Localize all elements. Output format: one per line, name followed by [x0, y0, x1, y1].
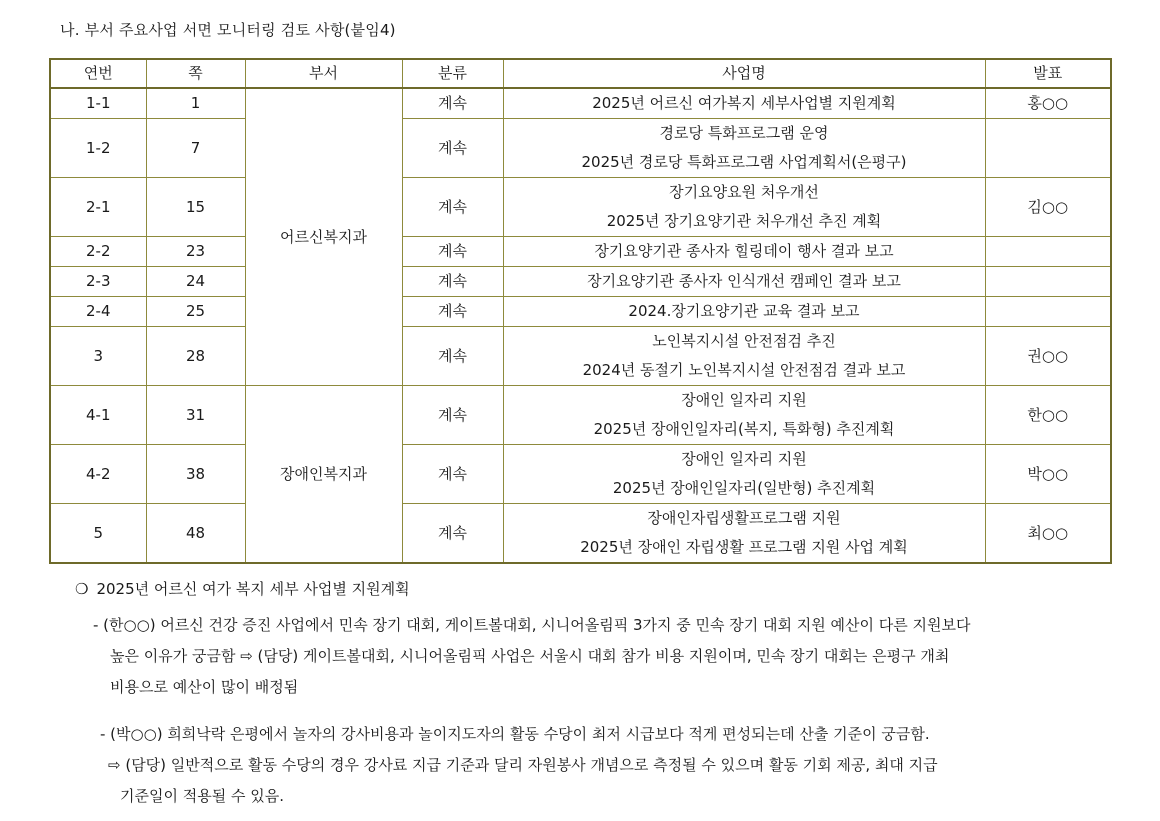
cell-no: 3	[50, 327, 146, 386]
cell-project-name	[503, 297, 985, 327]
cell-page: 24	[146, 267, 245, 297]
table-row	[50, 237, 1111, 267]
project-name-line: 2025년 어르신 여가복지 세부사업별 지원계획	[592, 94, 896, 112]
cell-category: 계속	[402, 119, 503, 178]
cell-presenter: 박○○	[985, 445, 1111, 504]
cell-project-name	[503, 386, 985, 445]
table-row	[50, 445, 1111, 504]
summary-heading	[75, 578, 410, 599]
header-department: 부서	[245, 59, 402, 88]
cell-presenter: 최○○	[985, 504, 1111, 564]
cell-category: 계속	[402, 327, 503, 386]
cell-page: 28	[146, 327, 245, 386]
comment-line: 높은 이유가 궁금함 ⇨ (담당) 게이트볼대회, 시니어올림픽 사업은 서울시 대회 참가 비용 지원이며, 민속 장기 대회는 은평구 개최	[110, 647, 950, 665]
cell-presenter	[985, 119, 1111, 178]
table-row	[50, 119, 1111, 178]
cell-no: 2-1	[50, 178, 146, 237]
cell-presenter	[985, 237, 1111, 267]
project-name-line: 2025년 장애인일자리(복지, 특화형) 추진계획	[593, 420, 895, 438]
project-name-line: 2025년 장애인 자립생활 프로그램 지원 사업 계획	[580, 538, 908, 556]
table-row	[50, 386, 1111, 445]
cell-presenter	[985, 267, 1111, 297]
cell-presenter: 홍○○	[985, 88, 1111, 119]
cell-category: 계속	[402, 88, 503, 119]
cell-project-name	[503, 119, 985, 178]
cell-project-name	[503, 178, 985, 237]
cell-no: 1-2	[50, 119, 146, 178]
cell-presenter: 한○○	[985, 386, 1111, 445]
table-header-row	[50, 59, 1111, 88]
comment-line: - (박○○) 희희낙락 은평에서 놀자의 강사비용과 놀이지도자의 활동 수당이 최저 시급보다 적게 편성되는데 산출 기준이 궁금함.	[100, 725, 930, 743]
comment-block-1	[93, 610, 1143, 703]
comment-line: 비용으로 예산이 많이 배정됨	[110, 678, 299, 696]
project-name-line: 장기요양기관 종사자 힐링데이 행사 결과 보고	[594, 242, 894, 260]
cell-presenter: 권○○	[985, 327, 1111, 386]
cell-project-name	[503, 267, 985, 297]
comment-line: ⇨ (담당) 일반적으로 활동 수당의 경우 강사료 지급 기준과 달리 자원봉사 개념으로 측정될 수 있으며 활동 기회 제공, 최대 지급	[108, 756, 938, 774]
project-name-line: 노인복지시설 안전점검 추진	[652, 332, 836, 350]
section-heading: 나. 부서 주요사업 서면 모니터링 검토 사항(붙임4)	[60, 21, 396, 39]
project-name-line: 2025년 경로당 특화프로그램 사업계획서(은평구)	[581, 153, 907, 171]
table-row	[50, 504, 1111, 564]
cell-category: 계속	[402, 504, 503, 564]
project-name-line: 장기요양요원 처우개선	[669, 183, 819, 201]
comment-line: - (한○○) 어르신 건강 증진 사업에서 민속 장기 대회, 게이트볼대회, 시니어올림픽 3가지 중 민속 장기 대회 지원 예산이 다른 지원보다	[93, 616, 971, 634]
cell-department: 어르신복지과	[245, 88, 402, 386]
cell-category: 계속	[402, 445, 503, 504]
monitoring-table	[49, 58, 1112, 564]
cell-no: 2-2	[50, 237, 146, 267]
table-row	[50, 267, 1111, 297]
cell-no: 2-3	[50, 267, 146, 297]
project-name-line: 2025년 장기요양기관 처우개선 추진 계획	[606, 212, 882, 230]
header-project-name: 사업명	[503, 59, 985, 88]
project-name-line: 장기요양기관 종사자 인식개선 캠페인 결과 보고	[587, 272, 901, 290]
table-row	[50, 178, 1111, 237]
cell-page: 48	[146, 504, 245, 564]
cell-category: 계속	[402, 386, 503, 445]
cell-no: 2-4	[50, 297, 146, 327]
cell-page: 15	[146, 178, 245, 237]
cell-no: 4-2	[50, 445, 146, 504]
cell-no: 4-1	[50, 386, 146, 445]
comment-block-2	[100, 719, 1140, 812]
comment-line: 기준일이 적용될 수 있음.	[120, 787, 284, 805]
project-name-line: 장애인 일자리 지원	[681, 450, 807, 468]
cell-page: 31	[146, 386, 245, 445]
cell-page: 38	[146, 445, 245, 504]
cell-page: 23	[146, 237, 245, 267]
project-name-line: 2024.장기요양기관 교육 결과 보고	[628, 302, 860, 320]
cell-presenter	[985, 297, 1111, 327]
cell-page: 7	[146, 119, 245, 178]
project-name-line: 장애인자립생활프로그램 지원	[647, 509, 841, 527]
cell-project-name	[503, 445, 985, 504]
project-name-line: 2024년 동절기 노인복지시설 안전점검 결과 보고	[582, 361, 906, 379]
cell-no: 1-1	[50, 88, 146, 119]
header-category: 분류	[402, 59, 503, 88]
header-presenter: 발표	[985, 59, 1111, 88]
cell-page: 25	[146, 297, 245, 327]
cell-project-name	[503, 504, 985, 564]
cell-category: 계속	[402, 267, 503, 297]
cell-project-name	[503, 237, 985, 267]
cell-category: 계속	[402, 178, 503, 237]
cell-no: 5	[50, 504, 146, 564]
project-name-line: 2025년 장애인일자리(일반형) 추진계획	[612, 479, 876, 497]
cell-project-name	[503, 88, 985, 119]
table-row	[50, 297, 1111, 327]
cell-category: 계속	[402, 237, 503, 267]
table-row	[50, 327, 1111, 386]
header-no: 연번	[50, 59, 146, 88]
cell-presenter: 김○○	[985, 178, 1111, 237]
circle-bullet-icon: ❍	[75, 580, 89, 598]
cell-page: 1	[146, 88, 245, 119]
project-name-line: 장애인 일자리 지원	[681, 391, 807, 409]
summary-title: 2025년 어르신 여가 복지 세부 사업별 지원계획	[96, 580, 410, 598]
cell-category: 계속	[402, 297, 503, 327]
header-page: 쪽	[146, 59, 245, 88]
table-row	[50, 88, 1111, 119]
cell-project-name	[503, 327, 985, 386]
cell-department: 장애인복지과	[245, 386, 402, 564]
project-name-line: 경로당 특화프로그램 운영	[659, 124, 829, 142]
